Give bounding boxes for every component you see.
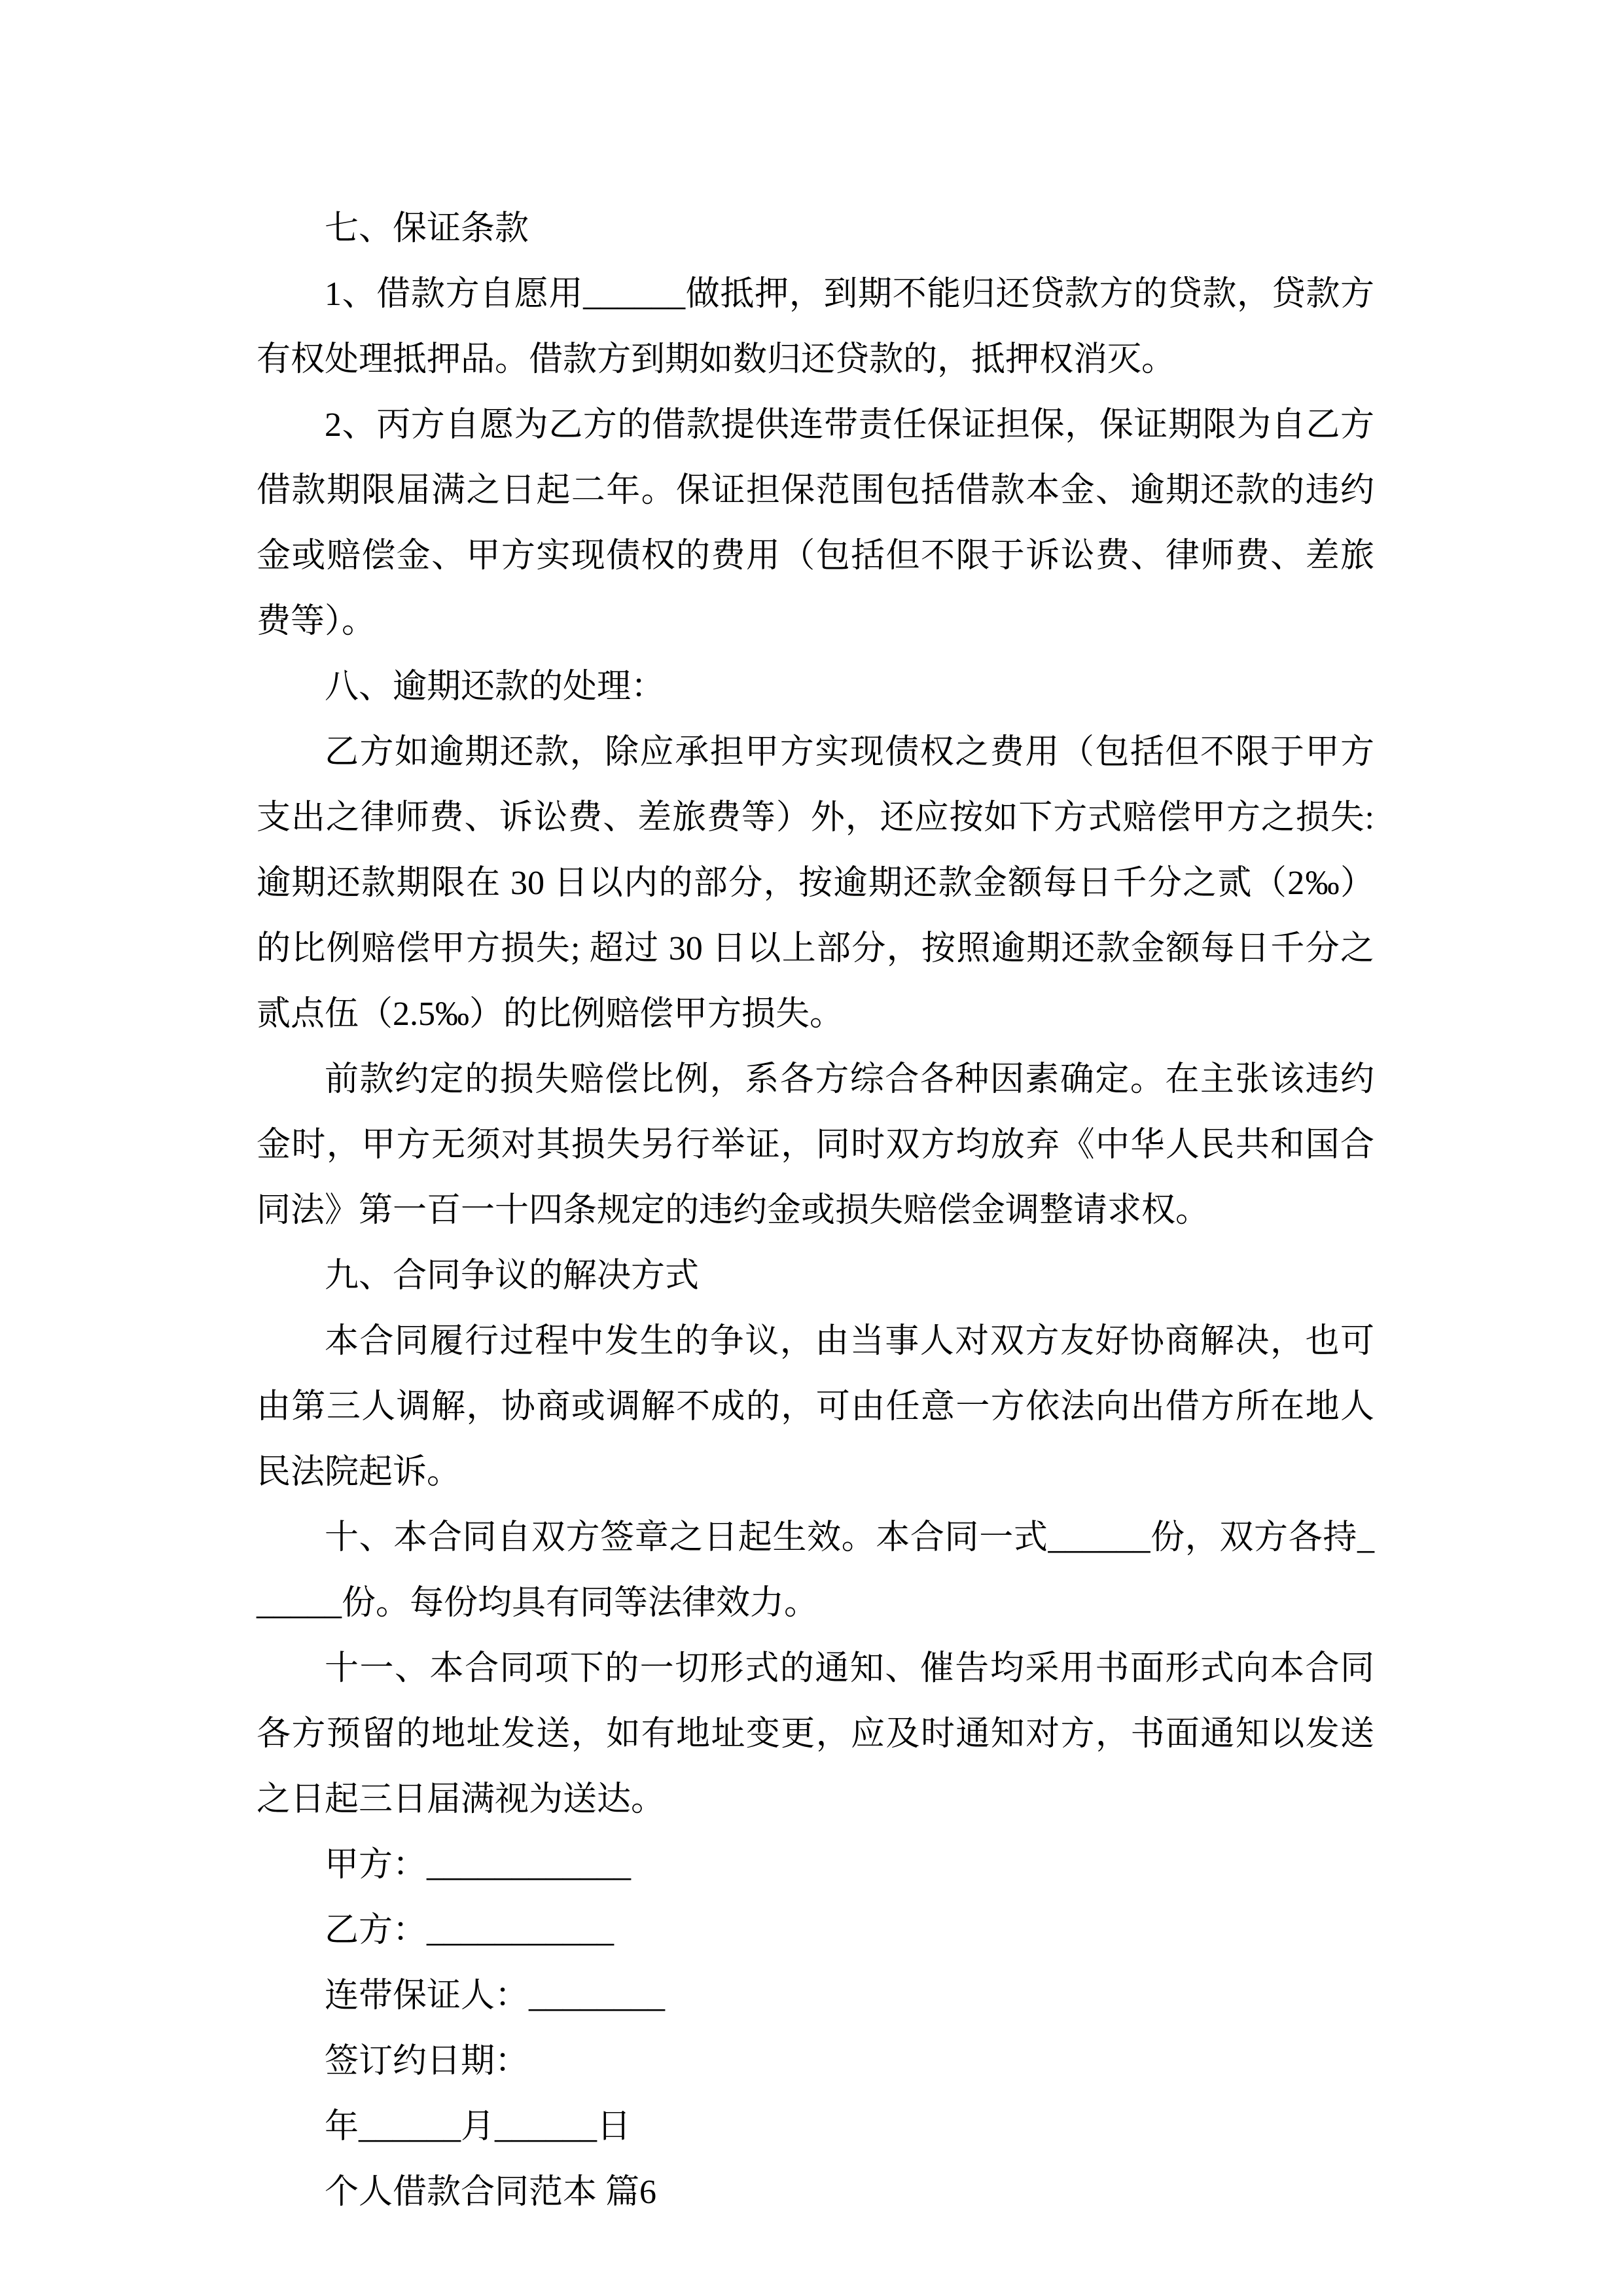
clause-seven-title: 七、保证条款 [325,210,529,247]
clause-seven-item-1: 1、借款方自愿用______做抵押，到期不能归还贷款方的贷款，贷款方有权处理抵押品。借款方到期如数归还贷款的，抵押权消灭。 [257,276,1374,378]
party-b-signature-line: 乙方：___________ [325,1912,615,1949]
clause-eight-body: 乙方如逾期还款，除应承担甲方实现债权之费用（包括但不限于甲方支出之律师费、诉讼费、差旅费等）外，还应按如下方式赔偿甲方之损失: 逾期还款期限在 30 日以内的部分，按逾期还款金额每日千分之贰（2‰）的比例赔偿甲方损失; 超过 30 日以上部分，按照逾期还款金额每日千分之贰点伍（2.5‰）的比例赔偿甲方损失。 [257,734,1374,1033]
sign-date-label: 签订约日期： [325,2043,529,2080]
footer-template-title: 个人借款合同范本 篇6 [325,2174,657,2211]
clause-eleven: 十一、本合同项下的一切形式的通知、催告均采用书面形式向本合同各方预留的地址发送，如有地址变更，应及时通知对方，书面通知以发送之日起三日届满视为送达。 [257,1650,1374,1818]
clause-nine-title: 九、合同争议的解决方式 [325,1257,700,1295]
clause-ten: 十、本合同自双方签章之日起生效。本合同一式______份，双方各持______份。每份均具有同等法律效力。 [257,1519,1374,1622]
clause-eight-title: 八、逾期还款的处理： [325,668,666,706]
guarantor-signature-line: 连带保证人：________ [325,1977,666,2015]
clause-seven-item-2: 2、丙方自愿为乙方的借款提供连带责任保证担保，保证期限为自乙方借款期限届满之日起二年。保证担保范围包括借款本金、逾期还款的违约金或赔偿金、甲方实现债权的费用（包括但不限于诉讼费、律师费、差旅费等）。 [257,406,1374,640]
clause-eight-note: 前款约定的损失赔偿比例，系各方综合各种因素确定。在主张该违约金时，甲方无须对其损失另行举证，同时双方均放弃《中华人民共和国合同法》第一百一十四条规定的违约金或损失赔偿金调整请求权。 [257,1061,1374,1229]
clause-nine-body: 本合同履行过程中发生的争议，由当事人对双方友好协商解决，也可由第三人调解，协商或调解不成的，可由任意一方依法向出借方所在地人民法院起诉。 [257,1323,1374,1491]
party-a-signature-line: 甲方：____________ [325,1846,632,1884]
sign-date-blank-line: 年______月______日 [325,2108,632,2145]
